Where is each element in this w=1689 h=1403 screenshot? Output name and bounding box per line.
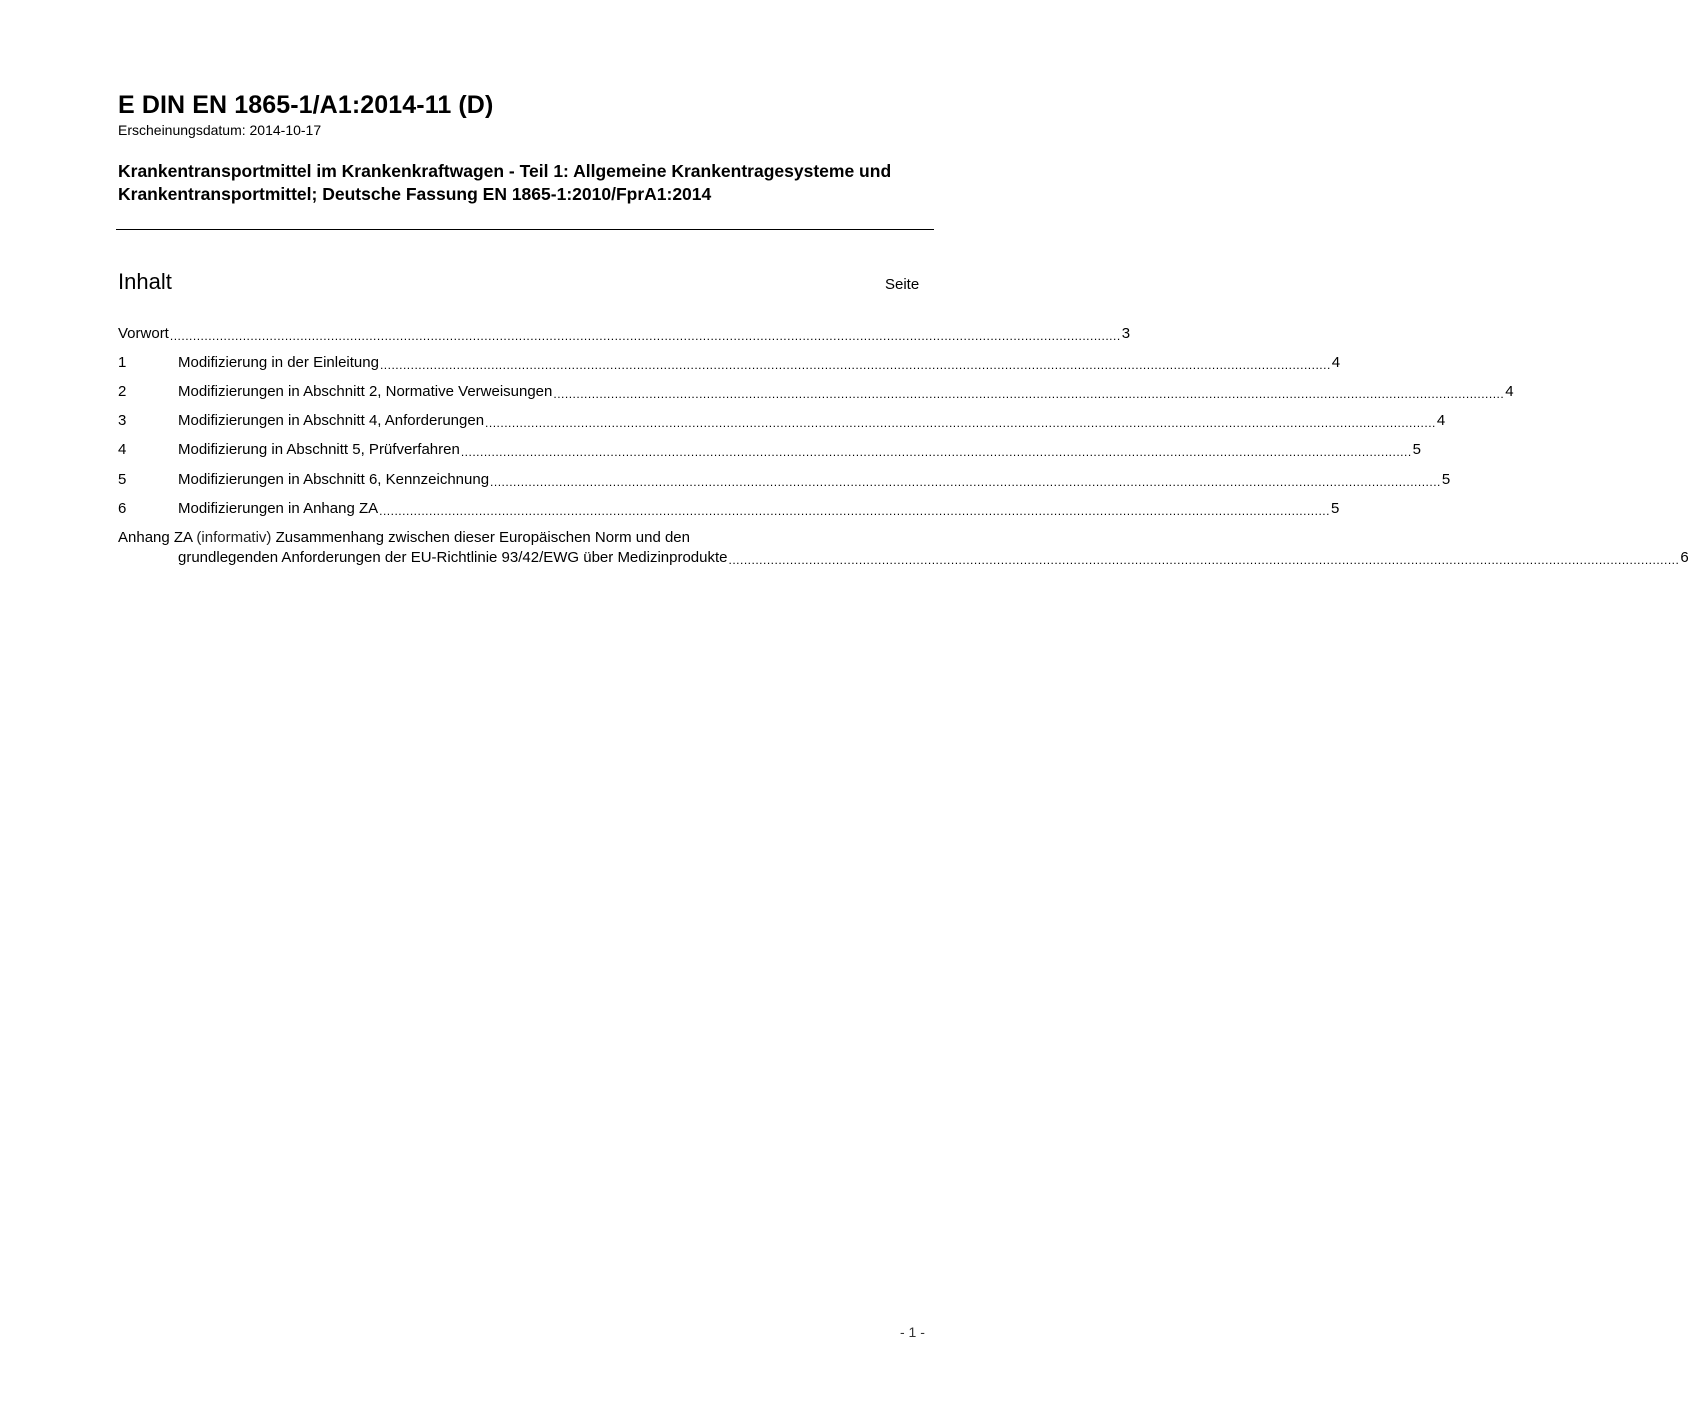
toc-entry-page: 3 [1121, 325, 1131, 342]
toc-entry-number: 2 [118, 383, 127, 400]
toc-entry-5[interactable] [118, 470, 1451, 490]
toc-entry-page: 5 [1330, 500, 1340, 517]
toc-entry-number: 3 [118, 412, 127, 429]
toc-leader-dots: ........................................................................................................................................................................................................................................................ [379, 504, 1330, 518]
toc-entry-number: 1 [118, 354, 127, 371]
toc-entry-text: Modifizierungen in Abschnitt 4, Anforderungen [178, 412, 485, 429]
toc-annex-label: Anhang ZA [118, 529, 193, 546]
toc-entry-text: Modifizierung in der Einleitung [178, 354, 379, 371]
toc-entry-vorwort[interactable] [118, 324, 1131, 344]
toc-entry-text: Modifizierungen in Abschnitt 6, Kennzeichnung [178, 471, 490, 488]
toc-leader-dots: ........................................................................................................................................................................................................................................................ [490, 475, 1441, 489]
toc-entry-text: Modifizierungen in Anhang ZA [178, 500, 379, 517]
toc-page-column-label: Seite [885, 276, 920, 293]
toc-entry-1[interactable] [118, 353, 1341, 373]
toc-entry-page: 5 [1412, 441, 1421, 458]
toc-entry-2[interactable] [118, 382, 1514, 402]
page-number: - 1 - [900, 1324, 925, 1340]
toc-entry-number: 5 [118, 471, 127, 488]
toc-annex-text-line1: Zusammenhang zwischen dieser Europäischen Norm und den [275, 529, 690, 546]
document-id: E DIN EN 1865-1/A1:2014-11 (D) [118, 91, 494, 119]
toc-entry-4[interactable] [118, 440, 1421, 460]
toc-leader-dots: ........................................................................................................................................................................................................................................................ [169, 329, 1121, 343]
toc-leader-dots: ........................................................................................................................................................................................................................................................ [460, 445, 1412, 459]
toc-entry-page: 4 [1331, 354, 1341, 371]
toc-leader-dots: ........................................................................................................................................................................................................................................................ [379, 358, 1331, 372]
toc-entry-6[interactable] [118, 499, 1340, 519]
toc-annex-qualifier: (informativ) [196, 529, 272, 546]
toc-entry-page: 5 [1441, 471, 1451, 488]
toc-entry-page: 4 [1436, 412, 1446, 429]
toc-entry-text: Modifizierung in Abschnitt 5, Prüfverfahren [178, 441, 460, 458]
title-divider [116, 229, 934, 230]
publication-date: Erscheinungsdatum: 2014-10-17 [118, 122, 322, 138]
toc-entry-text: Modifizierungen in Abschnitt 2, Normative Verweisungen [178, 383, 553, 400]
toc-entry-3[interactable] [118, 411, 1446, 431]
toc-heading: Inhalt [118, 269, 172, 294]
toc-entry-annex-za-continuation[interactable] [118, 548, 1689, 568]
toc-entry-page: 4 [1505, 383, 1514, 400]
toc-leader-dots: ........................................................................................................................................................................................................................................................ [728, 553, 1680, 567]
toc-entry-page: 6 [1680, 549, 1689, 566]
document-title: Krankentransportmittel im Krankenkraftwagen - Teil 1: Allgemeine Krankentragesysteme und Krankentransportmittel; Deutsche Fassung EN 1865-1:2010/FprA1:2014 [118, 161, 892, 204]
toc-entry-number: 4 [118, 441, 127, 458]
toc-entry-number: 6 [118, 500, 127, 517]
toc-leader-dots: ........................................................................................................................................................................................................................................................ [553, 387, 1505, 401]
toc-entry-annex-za[interactable] [118, 528, 690, 548]
toc-leader-dots: ........................................................................................................................................................................................................................................................ [485, 416, 1436, 430]
toc-entry-text: Vorwort [118, 325, 169, 342]
toc-annex-text-line2: grundlegenden Anforderungen der EU-Richtlinie 93/42/EWG über Medizinprodukte [178, 549, 728, 566]
